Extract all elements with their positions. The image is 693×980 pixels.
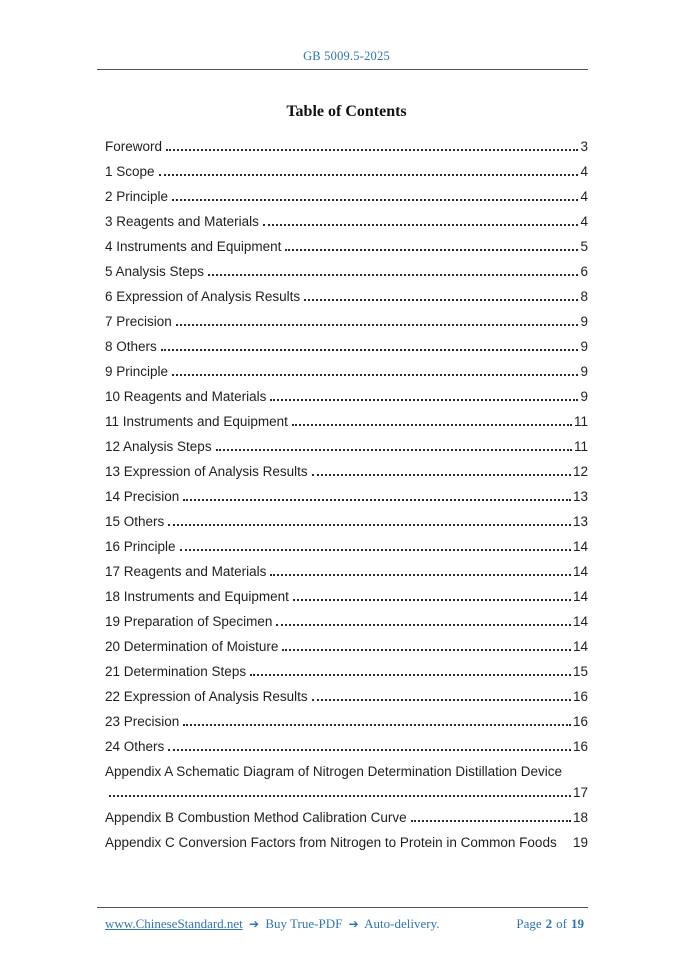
toc-entry[interactable] [105,835,588,850]
toc-entry-label: 16 Principle [105,539,176,554]
toc-entry-label: 12 Analysis Steps [105,439,212,454]
toc-entry-label: Appendix C Conversion Factors from Nitrogen to Protein in Common Foods [105,835,557,850]
dot-leader [312,474,571,476]
toc-entry-page: 13 [572,489,588,504]
toc-entry[interactable] [105,739,588,754]
toc-entry-label: 21 Determination Steps [105,664,247,679]
toc-entry-page: 9 [580,364,588,379]
toc-entry[interactable] [105,389,588,404]
buy-pdf-text: Buy True-PDF [265,916,343,931]
toc-entry-label: 9 Principle [105,364,169,379]
toc-entry-label: 1 Scope [105,164,155,179]
current-page-number: 2 [545,916,553,931]
header-divider [97,69,588,70]
dot-leader [292,424,572,426]
toc-entry-label: 8 Others [105,339,157,354]
toc-entry[interactable] [105,139,588,154]
toc-entry[interactable] [105,664,588,679]
toc-entry-page: 19 [572,835,588,850]
dot-leader [263,224,579,226]
dot-leader [183,499,571,501]
dot-leader [172,374,578,376]
toc-entry-page: 4 [580,214,588,229]
toc-entry[interactable] [105,364,588,379]
toc-entry-label: 10 Reagents and Materials [105,389,267,404]
website-link[interactable]: www.ChineseStandard.net [105,916,243,931]
toc-entry-label: 11 Instruments and Equipment [105,414,288,429]
toc-entry[interactable] [105,239,588,254]
toc-entry-label: 3 Reagents and Materials [105,214,259,229]
toc-entry-label: 13 Expression of Analysis Results [105,464,308,479]
toc-entry[interactable] [105,689,588,704]
auto-delivery-text: Auto-delivery. [364,916,440,931]
dot-leader [183,724,571,726]
dot-leader [270,574,571,576]
dot-leader [161,349,579,351]
toc-entry[interactable] [105,764,588,800]
dot-leader [208,274,578,276]
footer-divider [97,907,588,908]
toc-entry-page: 3 [580,139,588,154]
toc-entry-page: 16 [572,689,588,704]
dot-leader [109,795,571,797]
page-indicator [516,916,588,932]
total-page-number: 19 [571,916,584,931]
toc-entry[interactable] [105,614,588,629]
toc-entry-label: 24 Others [105,739,165,754]
toc-entry-page: 14 [572,614,588,629]
toc-entry-page: 4 [580,164,588,179]
dot-leader [172,199,578,201]
toc-entry-label: 2 Principle [105,189,169,204]
toc-entry-page: 9 [580,389,588,404]
dot-leader [159,174,579,176]
dot-leader [176,324,579,326]
toc-entry-page: 8 [580,289,588,304]
dot-leader [293,599,571,601]
of-word: of [556,916,567,931]
dot-leader [168,749,571,751]
toc-entry-label: 17 Reagents and Materials [105,564,267,579]
page-title: Table of Contents [286,103,407,120]
toc-entry[interactable] [105,810,588,825]
toc-entry[interactable] [105,289,588,304]
toc-list [105,139,588,860]
toc-entry[interactable] [105,264,588,279]
toc-entry-label: 7 Precision [105,314,172,329]
toc-entry-page: 18 [572,810,588,825]
dot-leader [166,149,578,151]
toc-entry-page: 14 [572,589,588,604]
toc-entry-label: 6 Expression of Analysis Results [105,289,301,304]
dot-leader [180,549,571,551]
toc-entry[interactable] [105,164,588,179]
dot-leader [276,624,571,626]
dot-leader [168,524,571,526]
toc-entry-label: 18 Instruments and Equipment [105,589,289,604]
toc-entry-page: 14 [572,639,588,654]
toc-entry-label: 5 Analysis Steps [105,264,205,279]
dot-leader [411,820,571,822]
toc-entry-label: 22 Expression of Analysis Results [105,689,308,704]
toc-entry[interactable] [105,539,588,554]
toc-entry-page: 16 [572,714,588,729]
toc-entry-label: Appendix A Schematic Diagram of Nitrogen Determination Distillation Device [105,764,562,779]
toc-entry[interactable] [105,489,588,504]
arrow-right-icon: ➔ [348,917,359,931]
toc-entry-page: 6 [580,264,588,279]
toc-entry[interactable] [105,714,588,729]
toc-entry[interactable] [105,339,588,354]
toc-entry-label: Appendix B Combustion Method Calibration Curve [105,810,407,825]
toc-entry[interactable] [105,464,588,479]
toc-entry[interactable] [105,414,588,429]
toc-entry-label: 19 Preparation of Specimen [105,614,273,629]
toc-entry[interactable] [105,314,588,329]
toc-entry-page: 14 [572,564,588,579]
dot-leader [282,649,571,651]
toc-entry-page: 5 [580,239,588,254]
toc-entry-label: Foreword [105,139,163,154]
toc-entry[interactable] [105,189,588,204]
toc-entry-page: 11 [573,414,588,429]
toc-entry-page: 9 [580,314,588,329]
toc-entry-page: 4 [580,189,588,204]
page-word: Page [516,916,542,931]
dot-leader [304,299,578,301]
toc-entry-page: 16 [572,739,588,754]
toc-entry-page: 13 [572,514,588,529]
toc-entry[interactable] [105,564,588,579]
toc-entry[interactable] [105,639,588,654]
toc-entry-page: 14 [572,539,588,554]
toc-entry-page: 11 [573,439,588,454]
toc-entry-label: 15 Others [105,514,165,529]
footer-links [105,916,440,932]
toc-entry-label: 20 Determination of Moisture [105,639,279,654]
toc-entry[interactable] [105,514,588,529]
document-number: GB 5009.5-2025 [303,49,390,63]
toc-entry[interactable] [105,214,588,229]
toc-entry-label: 23 Precision [105,714,180,729]
dot-leader [285,249,578,251]
arrow-right-icon: ➔ [249,917,260,931]
dot-leader [270,399,578,401]
toc-entry[interactable] [105,439,588,454]
toc-entry[interactable] [105,589,588,604]
toc-entry-page: 17 [572,785,588,800]
toc-entry-label: 14 Precision [105,489,180,504]
toc-entry-page: 9 [580,339,588,354]
dot-leader [312,699,571,701]
dot-leader [250,674,571,676]
dot-leader [216,449,572,451]
toc-entry-page: 15 [572,664,588,679]
toc-entry-page: 12 [572,464,588,479]
toc-entry-label: 4 Instruments and Equipment [105,239,282,254]
footer [105,916,588,932]
